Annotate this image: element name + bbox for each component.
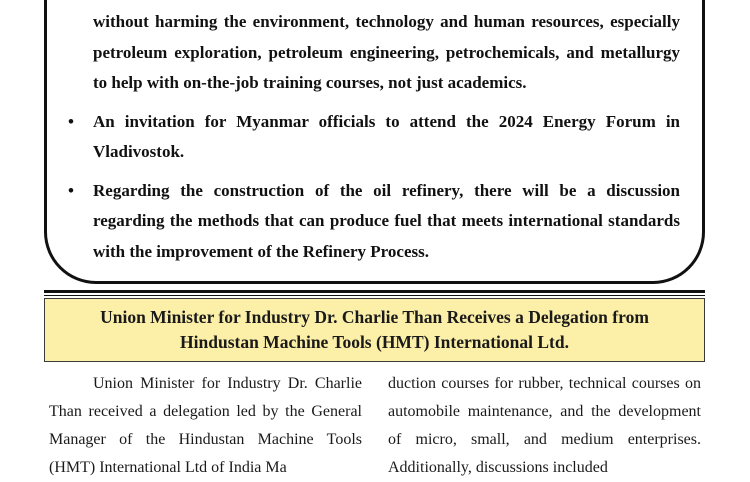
article-column-left: Union Minister for Industry Dr. Charlie Than received a delegation led by the General Manager of the Hindustan Machine Tools (HMT) International Ltd of India Ma <box>49 375 362 476</box>
section-divider-thin <box>44 295 705 296</box>
headline-line-2: Hindustan Machine Tools (HMT) International Ltd. <box>180 332 569 352</box>
section-divider-thick <box>44 290 705 293</box>
bullet-icon: • <box>68 111 74 131</box>
headline-banner <box>44 298 705 362</box>
list-item <box>64 107 680 168</box>
list-item <box>64 7 680 99</box>
bullet-icon: • <box>68 180 74 200</box>
bullet-text: An invitation for Myanmar officials to attend the 2024 Energy Forum in Vladivostok. <box>93 111 680 161</box>
article-headline <box>100 305 649 355</box>
headline-line-1: Union Minister for Industry Dr. Charlie Than Receives a Delegation from <box>100 307 649 327</box>
agreement-points-list <box>64 7 680 275</box>
bullet-text: without harming the environment, technology and human resources, especially petroleum exploration, petroleum engineering, petrochemicals, and metallurgy to help with on-the-job training courses, not just academics. <box>93 12 680 92</box>
bullet-text: Regarding the construction of the oil refinery, there will be a discussion regarding the methods that can produce fuel that meets international standards with the improvement of the Refinery Process. <box>93 180 680 261</box>
list-item <box>64 176 680 268</box>
article-column-right: duction courses for rubber, technical courses on automobile maintenance, and the development of micro, small, and medium enterprises. Additionally, discussions included <box>388 375 701 476</box>
